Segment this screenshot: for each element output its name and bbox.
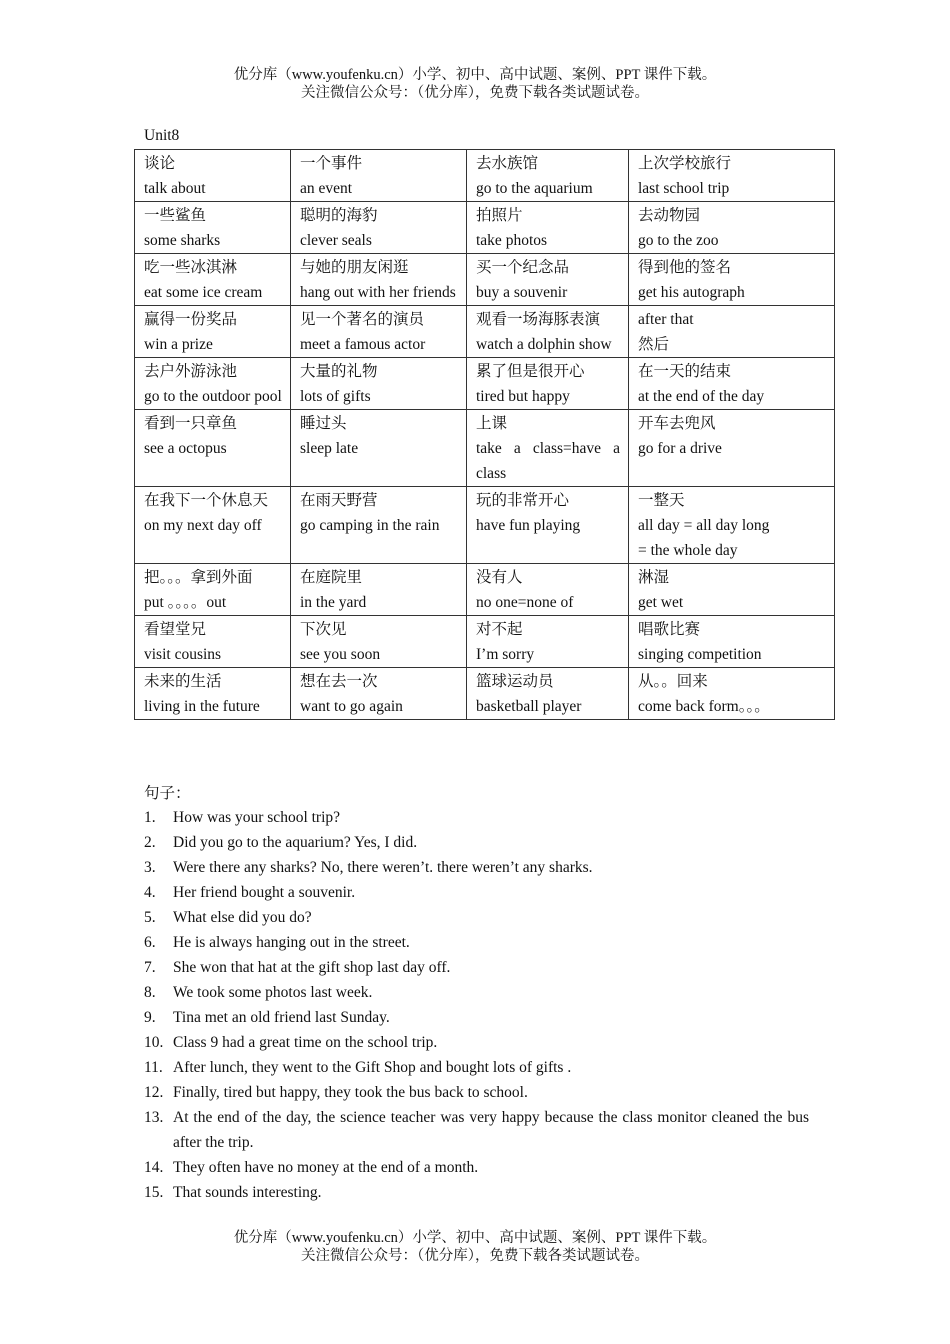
table-cell	[291, 306, 467, 358]
table-cell	[467, 616, 629, 668]
cell-text: basketball player	[476, 698, 582, 715]
cell-text: 累了但是很开心	[476, 363, 585, 380]
table-cell	[467, 668, 629, 720]
sentence-text: Tina met an old friend last Sunday.	[173, 1009, 390, 1026]
list-item	[144, 1105, 809, 1155]
cell-text: 看到一只章鱼	[144, 415, 238, 432]
cell-text: get his autograph	[638, 284, 745, 301]
table-cell	[291, 616, 467, 668]
cell-text: 唱歌比赛	[638, 621, 701, 638]
table-cell	[629, 487, 835, 564]
header-line-2: 关注微信公众号：（优分库），免费下载各类试题试卷。	[301, 85, 649, 101]
table-cell	[135, 306, 291, 358]
table-row	[135, 410, 835, 487]
table-cell	[467, 410, 629, 487]
sentence-number: 10.	[144, 1034, 164, 1051]
sentence-number: 7.	[144, 959, 156, 976]
list-item	[144, 830, 809, 855]
sentence-list	[144, 805, 809, 1205]
cell-text: 观看一场海豚表演	[476, 311, 601, 328]
cell-text: on my next day off	[144, 517, 262, 534]
list-item	[144, 1180, 809, 1205]
cell-text: hang out with her friends	[300, 284, 456, 301]
cell-text: 吃一些冰淇淋	[144, 259, 238, 276]
cell-text: go for a drive	[638, 440, 722, 457]
table-cell	[135, 150, 291, 202]
list-item	[144, 905, 809, 930]
cell-text: = the whole day	[638, 542, 738, 559]
cell-text: 拍照片	[476, 207, 523, 224]
list-item	[144, 880, 809, 905]
cell-text: 赢得一份奖品	[144, 311, 238, 328]
table-row	[135, 487, 835, 564]
cell-text: 在庭院里	[300, 569, 363, 586]
table-cell	[135, 254, 291, 306]
table-row	[135, 564, 835, 616]
sentence-text: At the end of the day, the science teacher was very happy because the class monitor cleaned the bus after the trip.	[173, 1109, 809, 1151]
cell-text: 看望堂兄	[144, 621, 207, 638]
cell-text: come back form。。。	[638, 698, 770, 715]
sentence-number: 9.	[144, 1009, 156, 1026]
table-cell	[135, 564, 291, 616]
sentence-number: 4.	[144, 884, 156, 901]
sentence-number: 1.	[144, 809, 156, 826]
sentences-heading: 句子：	[144, 785, 191, 802]
table-cell	[629, 150, 835, 202]
table-cell	[291, 564, 467, 616]
cell-text: singing competition	[638, 646, 762, 663]
vocab-table	[134, 149, 835, 720]
table-cell	[467, 202, 629, 254]
cell-text: 上次学校旅行	[638, 155, 732, 172]
cell-text: watch a dolphin show	[476, 336, 612, 353]
cell-text: tired but happy	[476, 388, 570, 405]
sentence-text: We took some photos last week.	[173, 984, 373, 1001]
sentence-number: 5.	[144, 909, 156, 926]
table-cell	[291, 150, 467, 202]
cell-text: at the end of the day	[638, 388, 765, 405]
cell-text: in the yard	[300, 594, 367, 611]
cell-text: 淋湿	[638, 569, 670, 586]
sentence-number: 8.	[144, 984, 156, 1001]
list-item	[144, 1055, 809, 1080]
cell-text: eat some ice cream	[144, 284, 263, 301]
cell-text: 对不起	[476, 621, 523, 638]
cell-text: I’m sorry	[476, 646, 535, 663]
table-cell	[629, 616, 835, 668]
table-cell	[135, 410, 291, 487]
cell-text: all day = all day long	[638, 517, 770, 534]
cell-text: 聪明的海豹	[300, 207, 378, 224]
table-cell	[135, 358, 291, 410]
cell-text: 得到他的签名	[638, 259, 732, 276]
table-cell	[629, 410, 835, 487]
cell-text: 玩的非常开心	[476, 492, 570, 509]
cell-text: 去水族馆	[476, 155, 539, 172]
cell-text: win a prize	[144, 336, 213, 353]
cell-text: lots of gifts	[300, 388, 371, 405]
table-cell	[629, 564, 835, 616]
page-header	[0, 66, 950, 102]
page-footer	[0, 1229, 950, 1265]
cell-text: living in the future	[144, 698, 260, 715]
cell-text: 买一个纪念品	[476, 259, 570, 276]
table-row	[135, 616, 835, 668]
table-cell	[291, 254, 467, 306]
sentence-text: After lunch, they went to the Gift Shop and bought lots of gifts .	[173, 1059, 572, 1076]
unit-title: Unit8	[144, 127, 180, 144]
table-row	[135, 358, 835, 410]
sentence-number: 15.	[144, 1184, 164, 1201]
sentence-text: He is always hanging out in the street.	[173, 934, 410, 951]
table-row	[135, 254, 835, 306]
cell-text: 去动物园	[638, 207, 701, 224]
cell-text: some sharks	[144, 232, 221, 249]
sentence-number: 14.	[144, 1159, 164, 1176]
cell-text: 一些鲨鱼	[144, 207, 207, 224]
table-cell	[291, 410, 467, 487]
list-item	[144, 955, 809, 980]
table-cell	[467, 150, 629, 202]
cell-text: have fun playing	[476, 517, 581, 534]
list-item	[144, 1080, 809, 1105]
table-cell	[291, 668, 467, 720]
cell-text: last school trip	[638, 180, 730, 197]
cell-text: 下次见	[300, 621, 347, 638]
sentence-text: Finally, tired but happy, they took the bus back to school.	[173, 1084, 528, 1101]
cell-text: 未来的生活	[144, 673, 222, 690]
table-cell	[629, 254, 835, 306]
table-cell	[467, 254, 629, 306]
table-cell	[467, 306, 629, 358]
list-item	[144, 855, 809, 880]
table-cell	[291, 487, 467, 564]
list-item	[144, 1005, 809, 1030]
cell-text: see you soon	[300, 646, 381, 663]
cell-text: go to the zoo	[638, 232, 719, 249]
footer-line-2: 关注微信公众号：（优分库），免费下载各类试题试卷。	[301, 1248, 649, 1264]
cell-text: meet a famous actor	[300, 336, 426, 353]
table-cell	[135, 668, 291, 720]
cell-text: clever seals	[300, 232, 372, 249]
table-row	[135, 150, 835, 202]
cell-text: 睡过头	[300, 415, 347, 432]
cell-text: put 。。。。out	[144, 594, 227, 611]
cell-text: 大量的礼物	[300, 363, 378, 380]
sentence-number: 11.	[144, 1059, 163, 1076]
cell-text: 去户外游泳池	[144, 363, 238, 380]
list-item	[144, 1030, 809, 1055]
cell-text: 开车去兜风	[638, 415, 716, 432]
cell-text: 在我下一个休息天	[144, 492, 269, 509]
sentence-number: 13.	[144, 1109, 164, 1126]
cell-text: 见一个著名的演员	[300, 311, 425, 328]
cell-text: 从。。回来	[638, 673, 708, 690]
list-item	[144, 980, 809, 1005]
table-cell	[291, 358, 467, 410]
cell-text: visit cousins	[144, 646, 222, 663]
sentence-text: Were there any sharks? No, there weren’t. there weren’t any sharks.	[173, 859, 593, 876]
cell-text: 在一天的结束	[638, 363, 732, 380]
table-cell	[467, 487, 629, 564]
cell-text: go to the outdoor pool	[144, 388, 282, 405]
sentence-text: That sounds interesting.	[173, 1184, 322, 1201]
cell-text: want to go again	[300, 698, 403, 715]
sentence-number: 3.	[144, 859, 156, 876]
sentence-number: 12.	[144, 1084, 164, 1101]
sentence-text: She won that hat at the gift shop last day off.	[173, 959, 451, 976]
sentence-text: Did you go to the aquarium? Yes, I did.	[173, 834, 418, 851]
cell-text: 想在去一次	[300, 673, 378, 690]
sentence-text: They often have no money at the end of a month.	[173, 1159, 479, 1176]
cell-text: no one=none of	[476, 594, 574, 611]
table-cell	[135, 616, 291, 668]
sentence-number: 6.	[144, 934, 156, 951]
cell-text: take a class=have a class	[476, 440, 620, 482]
cell-text: 没有人	[476, 569, 523, 586]
sentence-number: 2.	[144, 834, 156, 851]
cell-text: go camping in the rain	[300, 517, 440, 534]
list-item	[144, 1155, 809, 1180]
cell-text: 一整天	[638, 492, 685, 509]
table-cell	[629, 306, 835, 358]
table-cell	[629, 668, 835, 720]
cell-text: see a octopus	[144, 440, 227, 457]
table-row	[135, 306, 835, 358]
table-cell	[467, 564, 629, 616]
table-cell	[291, 202, 467, 254]
cell-text: 一个事件	[300, 155, 363, 172]
cell-text: go to the aquarium	[476, 180, 593, 197]
cell-text: after that	[638, 311, 694, 328]
table-row	[135, 668, 835, 720]
cell-text: buy a souvenir	[476, 284, 568, 301]
sentence-text: Class 9 had a great time on the school trip.	[173, 1034, 438, 1051]
footer-line-1: 优分库（www.youfenku.cn）小学、初中、高中试题、案例、PPT 课件下载。	[233, 1230, 717, 1246]
cell-text: an event	[300, 180, 353, 197]
cell-text: 在雨天野营	[300, 492, 378, 509]
table-cell	[629, 358, 835, 410]
table-cell	[135, 487, 291, 564]
cell-text: 把。。。拿到外面	[144, 569, 253, 586]
table-cell	[467, 358, 629, 410]
cell-text: talk about	[144, 180, 206, 197]
cell-text: take photos	[476, 232, 548, 249]
cell-text: get wet	[638, 594, 684, 611]
sentence-text: Her friend bought a souvenir.	[173, 884, 356, 901]
cell-text: 然后	[638, 336, 670, 353]
table-cell	[629, 202, 835, 254]
cell-text: 与她的朋友闲逛	[300, 259, 409, 276]
list-item	[144, 805, 809, 830]
header-line-1: 优分库（www.youfenku.cn）小学、初中、高中试题、案例、PPT 课件下载。	[233, 67, 717, 83]
cell-text: sleep late	[300, 440, 359, 457]
cell-text: 谈论	[144, 155, 176, 172]
table-row	[135, 202, 835, 254]
cell-text: 篮球运动员	[476, 673, 554, 690]
table-cell	[135, 202, 291, 254]
list-item	[144, 930, 809, 955]
vocab-table-body	[135, 150, 835, 720]
sentence-text: How was your school trip?	[173, 809, 341, 826]
cell-text: 上课	[476, 415, 508, 432]
sentence-text: What else did you do?	[173, 909, 312, 926]
